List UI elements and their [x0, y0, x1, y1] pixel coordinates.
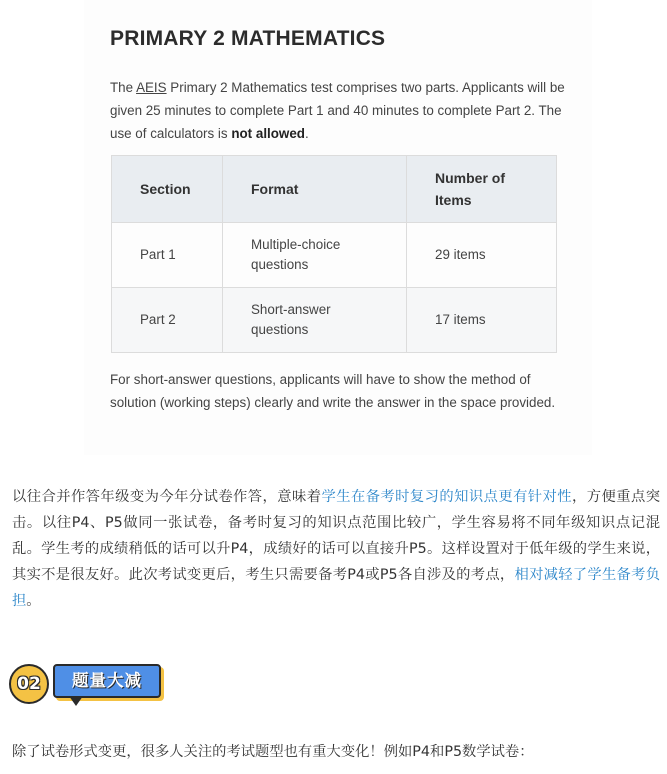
para1-highlight-2: 相对减轻了学生备考负担	[12, 567, 660, 609]
speech-tail-icon	[69, 696, 83, 706]
cell-format-text: Multiple-choice questions	[251, 237, 341, 272]
cell-format	[223, 288, 407, 353]
aeis-link[interactable]: AEIS	[136, 80, 167, 95]
chinese-paragraph-1	[12, 484, 660, 614]
para1-text-1: 以往合并作答年级变为今年分试卷作答，意味着	[12, 489, 322, 505]
intro-prefix: The	[110, 80, 137, 95]
cell-format-text: Short-answer questions	[251, 302, 331, 337]
header-items	[407, 156, 557, 223]
section-badge	[9, 664, 169, 710]
chinese-paragraph-2: 除了试卷形式变更，很多人关注的考试题型也有重大变化！例如P4和P5数学试卷：	[12, 744, 534, 760]
note-paragraph: For short-answer questions, applicants will have to show the method of solution (working steps) clearly and write the answer in the space provided.	[110, 372, 556, 410]
badge-number: 02	[9, 664, 49, 704]
para1-text-3: 。	[26, 593, 41, 609]
cell-items: 29 items	[407, 223, 557, 288]
cell-format	[223, 223, 407, 288]
table-header-row	[112, 156, 557, 223]
cell-section: Part 1	[112, 223, 223, 288]
header-format: Format	[223, 156, 407, 223]
cell-items: 17 items	[407, 288, 557, 353]
test-format-table	[111, 155, 557, 353]
cell-section: Part 2	[112, 288, 223, 353]
para1-text-2: ，方便重点突击。以往P4、P5做同一张试卷，备考时复习的知识点范围比较广，学生容易将不同年级知识点记混乱。学生考的成绩稍低的话可以升P4，成绩好的话可以直接升P5。这样设置对于低年级的学生来说，其实不是很友好。此次考试变更后，考生只需要备考P4或P5各自涉及的考点，	[12, 489, 661, 583]
badge-label: 题量大减	[53, 664, 161, 698]
intro-body: Primary 2 Mathematics test comprises two parts. Applicants will be given 25 minutes to complete Part 1 and 40 minutes to complete Part 2. The use of calculators is	[110, 80, 565, 141]
header-items-label: Number of Items	[435, 170, 505, 208]
intro-paragraph	[110, 76, 570, 145]
intro-suffix: .	[304, 126, 309, 141]
para1-highlight-1: 学生在备考时复习的知识点更有针对性	[321, 489, 573, 505]
section-title: PRIMARY 2 MATHEMATICS	[110, 27, 386, 50]
header-section: Section	[112, 156, 223, 223]
intro-bold: not allowed	[231, 126, 305, 141]
table-row	[112, 223, 557, 288]
table-row	[112, 288, 557, 353]
